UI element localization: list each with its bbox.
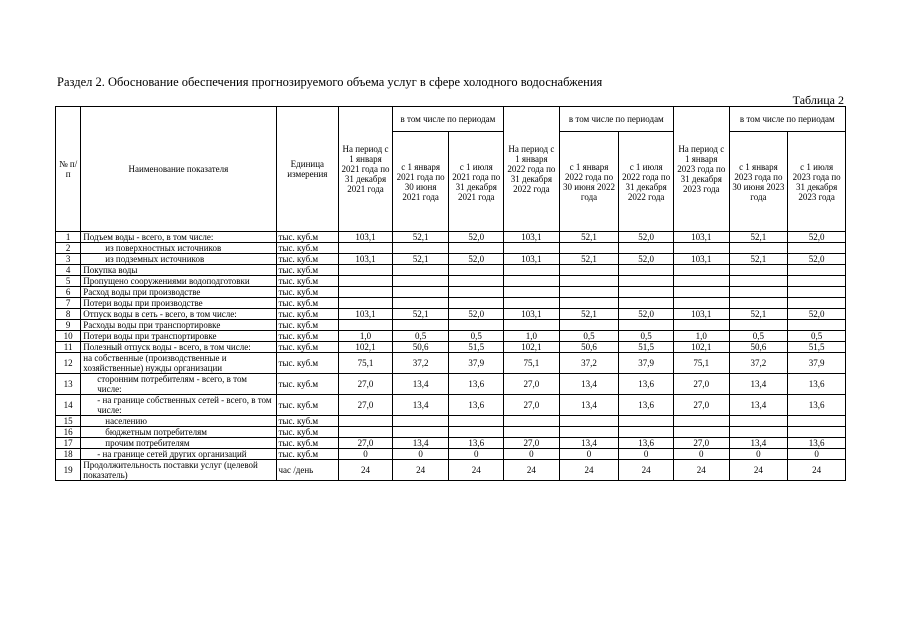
row-value: 27,0 <box>504 438 560 449</box>
row-value: 24 <box>619 460 674 481</box>
row-name <box>81 298 276 309</box>
row-name <box>81 320 276 331</box>
row-value: 13,6 <box>619 395 674 416</box>
table-row <box>56 438 846 449</box>
row-value: 0 <box>559 449 619 460</box>
table-label: Таблица 2 <box>792 93 844 107</box>
row-value <box>392 298 449 309</box>
row-value <box>788 287 846 298</box>
row-value <box>673 276 729 287</box>
row-value: 0,5 <box>392 331 449 342</box>
row-value: 13,4 <box>729 374 788 395</box>
row-value <box>559 320 619 331</box>
row-value: 27,0 <box>673 374 729 395</box>
row-name <box>81 342 276 353</box>
row-value <box>619 276 674 287</box>
row-unit: тыс. куб.м <box>276 353 339 374</box>
row-value <box>449 320 504 331</box>
row-value <box>788 320 846 331</box>
row-name-text: Покупка воды <box>83 265 138 275</box>
row-value: 24 <box>449 460 504 481</box>
table-row <box>56 353 846 374</box>
row-value: 37,9 <box>449 353 504 374</box>
row-value <box>504 320 560 331</box>
row-value: 102,1 <box>339 342 393 353</box>
row-value: 0 <box>504 449 560 460</box>
row-value <box>788 276 846 287</box>
row-unit: тыс. куб.м <box>276 449 339 460</box>
row-name <box>81 254 276 265</box>
row-num: 12 <box>56 353 81 374</box>
row-value: 0 <box>619 449 674 460</box>
row-value: 27,0 <box>673 395 729 416</box>
row-value <box>449 427 504 438</box>
row-value <box>729 427 788 438</box>
row-unit: тыс. куб.м <box>276 416 339 427</box>
row-unit: тыс. куб.м <box>276 243 339 254</box>
row-num: 3 <box>56 254 81 265</box>
row-name <box>81 374 276 395</box>
row-value: 103,1 <box>504 232 560 243</box>
row-value <box>504 416 560 427</box>
row-name-text: Продолжительность поставки услуг (целевой показатель) <box>83 460 258 480</box>
row-value: 13,6 <box>788 395 846 416</box>
row-unit: тыс. куб.м <box>276 427 339 438</box>
row-value: 37,2 <box>559 353 619 374</box>
row-value: 0 <box>392 449 449 460</box>
row-value: 0,5 <box>619 331 674 342</box>
row-value <box>449 416 504 427</box>
row-value <box>788 265 846 276</box>
row-value: 52,0 <box>788 309 846 320</box>
row-name-text: из поверхностных источников <box>105 243 222 253</box>
header-num: № п/п <box>56 107 81 232</box>
row-value <box>788 298 846 309</box>
row-name-text: прочим потребителям <box>105 438 190 448</box>
header-period-2022-total: На период с 1 января 2022 года по 31 декабря 2022 года <box>504 107 560 232</box>
row-value: 27,0 <box>339 438 393 449</box>
row-name <box>81 309 276 320</box>
header-name: Наименование показателя <box>81 107 276 232</box>
row-value: 0 <box>339 449 393 460</box>
row-name-text: Расход воды при производстве <box>83 287 201 297</box>
row-name-text: Расходы воды при транспортировке <box>83 320 221 330</box>
row-unit: тыс. куб.м <box>276 374 339 395</box>
row-num: 18 <box>56 449 81 460</box>
row-value: 27,0 <box>504 374 560 395</box>
row-num: 13 <box>56 374 81 395</box>
row-value: 52,0 <box>449 309 504 320</box>
row-value: 13,4 <box>559 395 619 416</box>
row-value: 27,0 <box>504 395 560 416</box>
row-value: 103,1 <box>673 232 729 243</box>
row-value: 37,9 <box>619 353 674 374</box>
row-value <box>339 287 393 298</box>
row-value <box>392 427 449 438</box>
row-value <box>504 243 560 254</box>
row-value <box>559 287 619 298</box>
row-value: 50,6 <box>559 342 619 353</box>
row-value: 75,1 <box>339 353 393 374</box>
row-value <box>559 265 619 276</box>
header-period-2023-total: На период с 1 января 2023 года по 31 декабря 2023 года <box>673 107 729 232</box>
row-num: 17 <box>56 438 81 449</box>
table-row <box>56 298 846 309</box>
table-header <box>56 107 846 232</box>
row-value <box>392 265 449 276</box>
row-value: 1,0 <box>504 331 560 342</box>
row-name-text: Подъем воды - всего, в том числе: <box>83 232 214 242</box>
table-row <box>56 395 846 416</box>
row-value: 27,0 <box>339 374 393 395</box>
row-unit: тыс. куб.м <box>276 320 339 331</box>
row-value: 13,6 <box>449 374 504 395</box>
row-name <box>81 287 276 298</box>
row-value: 103,1 <box>339 254 393 265</box>
row-value <box>673 416 729 427</box>
row-num: 6 <box>56 287 81 298</box>
row-value: 52,0 <box>788 232 846 243</box>
header-period-2021-group: в том числе по периодам <box>392 107 503 132</box>
row-num: 5 <box>56 276 81 287</box>
row-unit: тыс. куб.м <box>276 309 339 320</box>
row-name-text: Полезный отпуск воды - всего, в том числе: <box>83 342 251 352</box>
table-row <box>56 460 846 481</box>
row-value: 51,5 <box>449 342 504 353</box>
row-value: 37,2 <box>729 353 788 374</box>
row-value: 102,1 <box>504 342 560 353</box>
row-value <box>449 265 504 276</box>
row-value <box>339 243 393 254</box>
row-value <box>619 243 674 254</box>
row-value: 52,0 <box>619 254 674 265</box>
row-value: 0,5 <box>449 331 504 342</box>
row-value: 52,0 <box>449 254 504 265</box>
row-name-text: из подземных источников <box>105 254 205 264</box>
row-unit: тыс. куб.м <box>276 232 339 243</box>
row-value <box>729 298 788 309</box>
row-unit: тыс. куб.м <box>276 265 339 276</box>
row-value: 13,6 <box>449 395 504 416</box>
row-value <box>673 298 729 309</box>
row-value: 13,6 <box>619 438 674 449</box>
row-value: 103,1 <box>339 309 393 320</box>
row-name <box>81 353 276 374</box>
row-value: 103,1 <box>504 309 560 320</box>
row-name <box>81 243 276 254</box>
table-row <box>56 331 846 342</box>
table-row <box>56 374 846 395</box>
row-name-text: Потери воды при производстве <box>83 298 203 308</box>
row-value: 24 <box>788 460 846 481</box>
row-num: 8 <box>56 309 81 320</box>
row-value <box>504 427 560 438</box>
row-value <box>559 427 619 438</box>
row-value <box>559 298 619 309</box>
row-name <box>81 438 276 449</box>
header-period-2023-group: в том числе по периодам <box>729 107 845 132</box>
row-value <box>673 287 729 298</box>
table-row <box>56 287 846 298</box>
row-value: 52,1 <box>392 254 449 265</box>
row-num: 14 <box>56 395 81 416</box>
row-value: 24 <box>559 460 619 481</box>
row-value <box>449 276 504 287</box>
row-num: 4 <box>56 265 81 276</box>
table-row <box>56 232 846 243</box>
row-value <box>673 243 729 254</box>
row-unit: тыс. куб.м <box>276 298 339 309</box>
row-value: 24 <box>504 460 560 481</box>
header-unit: Единица измерения <box>276 107 339 232</box>
row-value <box>392 320 449 331</box>
row-num: 19 <box>56 460 81 481</box>
row-num: 10 <box>56 331 81 342</box>
row-value: 13,4 <box>392 438 449 449</box>
header-2022-h1: с 1 января 2022 года по 30 июня 2022 года <box>559 132 619 232</box>
header-2023-h2: с 1 июля 2023 года по 31 декабря 2023 года <box>788 132 846 232</box>
row-value: 52,0 <box>449 232 504 243</box>
row-name <box>81 449 276 460</box>
row-value: 0 <box>673 449 729 460</box>
row-num: 15 <box>56 416 81 427</box>
header-2021-h2: с 1 июля 2021 года по 31 декабря 2021 года <box>449 132 504 232</box>
row-unit: тыс. куб.м <box>276 276 339 287</box>
row-name-text: Потери воды при транспортировке <box>83 331 217 341</box>
row-value: 37,2 <box>392 353 449 374</box>
page-title: Раздел 2. Обоснование обеспечения прогнозируемого объема услуг в сфере холодного водоснабжения <box>57 75 603 89</box>
row-name-text: - на границе собственных сетей - всего, в том числе: <box>97 395 272 415</box>
row-name <box>81 265 276 276</box>
row-value: 27,0 <box>339 395 393 416</box>
header-period-2021-total: На период с 1 января 2021 года по 31 декабря 2021 года <box>339 107 393 232</box>
header-2023-h1: с 1 января 2023 года по 30 июня 2023 года <box>729 132 788 232</box>
row-value: 52,1 <box>729 254 788 265</box>
row-value: 75,1 <box>673 353 729 374</box>
row-name-text: населению <box>105 416 148 426</box>
row-num: 1 <box>56 232 81 243</box>
table-row <box>56 265 846 276</box>
row-value: 52,1 <box>392 309 449 320</box>
header-period-2022-group: в том числе по периодам <box>559 107 673 132</box>
row-value <box>392 416 449 427</box>
row-value: 75,1 <box>504 353 560 374</box>
row-value <box>339 416 393 427</box>
row-value <box>788 427 846 438</box>
row-value <box>729 276 788 287</box>
row-value: 52,1 <box>392 232 449 243</box>
row-value <box>339 265 393 276</box>
row-num: 7 <box>56 298 81 309</box>
row-value <box>559 416 619 427</box>
row-value: 0,5 <box>788 331 846 342</box>
row-value <box>339 298 393 309</box>
row-value <box>729 265 788 276</box>
row-value: 52,1 <box>729 232 788 243</box>
row-value <box>673 265 729 276</box>
row-value <box>449 298 504 309</box>
row-value: 13,4 <box>559 374 619 395</box>
row-value <box>504 298 560 309</box>
row-value <box>504 287 560 298</box>
row-unit: тыс. куб.м <box>276 438 339 449</box>
row-unit: тыс. куб.м <box>276 331 339 342</box>
row-value: 51,5 <box>788 342 846 353</box>
table-body <box>56 232 846 481</box>
table-row <box>56 320 846 331</box>
row-value: 102,1 <box>673 342 729 353</box>
row-value: 50,6 <box>392 342 449 353</box>
row-unit: тыс. куб.м <box>276 342 339 353</box>
row-num: 2 <box>56 243 81 254</box>
row-value <box>559 276 619 287</box>
row-name <box>81 460 276 481</box>
row-value: 0 <box>449 449 504 460</box>
row-value <box>339 427 393 438</box>
row-value: 27,0 <box>673 438 729 449</box>
row-value: 24 <box>392 460 449 481</box>
row-value: 52,0 <box>788 254 846 265</box>
row-name <box>81 276 276 287</box>
row-value <box>392 243 449 254</box>
row-unit: час /день <box>276 460 339 481</box>
row-name-text: Пропущено сооружениями водоподготовки <box>83 276 250 286</box>
row-value: 0,5 <box>729 331 788 342</box>
row-value: 37,9 <box>788 353 846 374</box>
row-value: 13,6 <box>788 438 846 449</box>
row-value <box>392 276 449 287</box>
row-value <box>619 416 674 427</box>
row-value <box>559 243 619 254</box>
row-value: 103,1 <box>339 232 393 243</box>
data-table <box>55 106 846 481</box>
row-value: 103,1 <box>673 254 729 265</box>
row-value <box>788 243 846 254</box>
row-value: 13,4 <box>392 395 449 416</box>
row-value <box>619 265 674 276</box>
row-value: 52,1 <box>559 309 619 320</box>
table-row <box>56 416 846 427</box>
row-value: 52,1 <box>559 232 619 243</box>
row-value: 52,1 <box>729 309 788 320</box>
row-unit: тыс. куб.м <box>276 254 339 265</box>
row-value: 24 <box>339 460 393 481</box>
row-num: 16 <box>56 427 81 438</box>
row-value: 52,0 <box>619 309 674 320</box>
row-name-text: сторонним потребителям - всего, в том числе: <box>97 374 247 394</box>
row-num: 9 <box>56 320 81 331</box>
row-value <box>788 416 846 427</box>
row-value: 52,1 <box>559 254 619 265</box>
row-value <box>339 276 393 287</box>
row-value <box>339 320 393 331</box>
row-value <box>729 320 788 331</box>
row-name <box>81 416 276 427</box>
row-value <box>673 320 729 331</box>
table-row <box>56 449 846 460</box>
row-value <box>619 320 674 331</box>
row-name <box>81 331 276 342</box>
row-value <box>449 243 504 254</box>
row-value <box>504 276 560 287</box>
row-value <box>392 287 449 298</box>
table-row <box>56 254 846 265</box>
row-value: 13,4 <box>729 395 788 416</box>
row-value: 24 <box>673 460 729 481</box>
row-value: 103,1 <box>673 309 729 320</box>
row-value <box>729 416 788 427</box>
row-value: 24 <box>729 460 788 481</box>
row-value: 13,6 <box>619 374 674 395</box>
row-value <box>619 427 674 438</box>
row-value: 13,4 <box>392 374 449 395</box>
row-value <box>729 287 788 298</box>
header-2021-h1: с 1 января 2021 года по 30 июня 2021 года <box>392 132 449 232</box>
row-name-text: бюджетным потребителям <box>105 427 207 437</box>
row-value: 103,1 <box>504 254 560 265</box>
table-row <box>56 342 846 353</box>
row-value: 0 <box>788 449 846 460</box>
row-value: 13,4 <box>559 438 619 449</box>
row-value: 13,4 <box>729 438 788 449</box>
row-value <box>619 287 674 298</box>
row-name-text: на собственные (производственные и хозяйственные) нужды организации <box>83 353 227 373</box>
header-2022-h2: с 1 июля 2022 года по 31 декабря 2022 года <box>619 132 674 232</box>
row-name <box>81 232 276 243</box>
row-value <box>673 427 729 438</box>
row-name-text: - на границе сетей других организаций <box>97 449 247 459</box>
row-value <box>729 243 788 254</box>
row-name <box>81 427 276 438</box>
row-value: 0,5 <box>559 331 619 342</box>
row-value: 52,0 <box>619 232 674 243</box>
row-unit: тыс. куб.м <box>276 287 339 298</box>
row-value <box>449 287 504 298</box>
table-row <box>56 243 846 254</box>
row-value: 1,0 <box>339 331 393 342</box>
row-num: 11 <box>56 342 81 353</box>
row-name <box>81 395 276 416</box>
row-unit: тыс. куб.м <box>276 395 339 416</box>
row-value: 13,6 <box>449 438 504 449</box>
row-value: 50,6 <box>729 342 788 353</box>
table-row <box>56 309 846 320</box>
row-value: 13,6 <box>788 374 846 395</box>
table-row <box>56 276 846 287</box>
row-value: 1,0 <box>673 331 729 342</box>
row-value <box>619 298 674 309</box>
row-name-text: Отпуск воды в сеть - всего, в том числе: <box>83 309 237 319</box>
row-value: 51,5 <box>619 342 674 353</box>
row-value: 0 <box>729 449 788 460</box>
row-value <box>504 265 560 276</box>
table-row <box>56 427 846 438</box>
